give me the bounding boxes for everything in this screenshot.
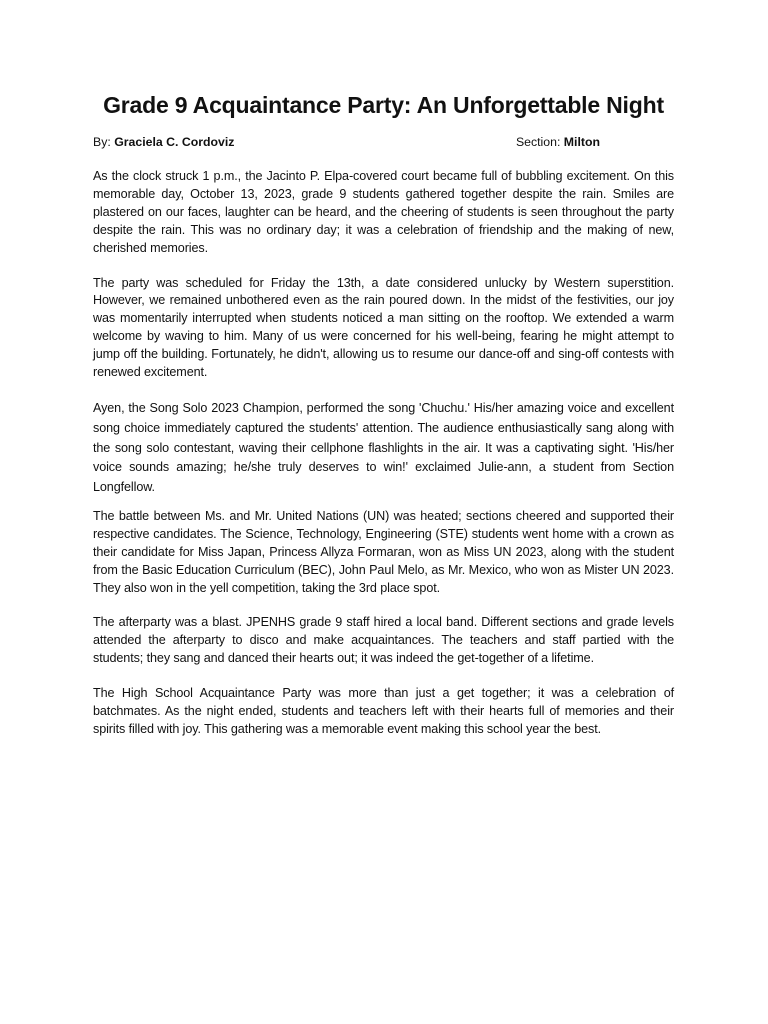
- section-line: [516, 133, 600, 151]
- author-line: [93, 133, 234, 151]
- paragraph-4: The battle between Ms. and Mr. United Nations (UN) was heated; sections cheered and supported their respective candidates. The Science, Technology, Engineering (STE) students went home with a crown as their candidate for Miss Japan, Princess Allyza Formaran, won as Miss UN 2023, along with the student from the Basic Education Curriculum (BEC), John Paul Melo, as Mr. Mexico, who won as Mister UN 2023. They also won in the yell competition, taking the 3rd place spot.: [93, 508, 674, 595]
- paragraph-6: The High School Acquaintance Party was more than just a get together; it was a celebration of batchmates. As the night ended, students and teachers left with their hearts full of memories and their spirits filled with joy. This gathering was a memorable event making this school year the best.: [93, 686, 674, 737]
- paragraph-3: Ayen, the Song Solo 2023 Champion, performed the song 'Chuchu.' His/her amazing voice and excellent song choice immediately captured the students' attention. The audience enthusiastically sang along with the song solo contestant, waving their cellphone flashlights in the air. It was a captivating sight. 'His/her voice sounds amazing; he/she truly deserves to win!' exclaimed Julie-ann, a student from Section Longfellow.: [93, 400, 674, 495]
- author-name: Graciela C. Cordoviz: [114, 135, 235, 149]
- byline: [93, 133, 674, 151]
- by-label: By:: [93, 135, 115, 149]
- document-page: [93, 88, 674, 756]
- paragraph-2: The party was scheduled for Friday the 13th, a date considered unlucky by Western superstition. However, we remained unbothered even as the rain poured down. In the midst of the festivities, our joy was momentarily interrupted when students noticed a man sitting on the rooftop. We extended a warm welcome by waving to him. Many of us were concerned for his well-being, fearing he might attempt to jump off the building. Fortunately, he didn't, allowing us to resume our dance-off and sing-off contests with renewed excitement.: [93, 275, 674, 380]
- section-label: Section:: [515, 135, 564, 149]
- paragraph-5: The afterparty was a blast. JPENHS grade 9 staff hired a local band. Different sections and grade levels attended the afterparty to disco and make acquaintances. The teachers and staff partied with the students; they sang and danced their hearts out; it was indeed the get-together of a lifetime.: [93, 615, 674, 666]
- paragraph-1: As the clock struck 1 p.m., the Jacinto P. Elpa-covered court became full of bubbling excitement. On this memorable day, October 13, 2023, grade 9 students gathered together despite the rain. Smiles are plastered on our faces, laughter can be heard, and the cheering of students is seen throughout the party despite the rain. This was no ordinary day; it was a celebration of friendship and the making of new, cherished memories.: [93, 169, 674, 255]
- section-name: Milton: [563, 135, 600, 149]
- article-title: Grade 9 Acquaintance Party: An Unforgettable Night: [103, 92, 664, 118]
